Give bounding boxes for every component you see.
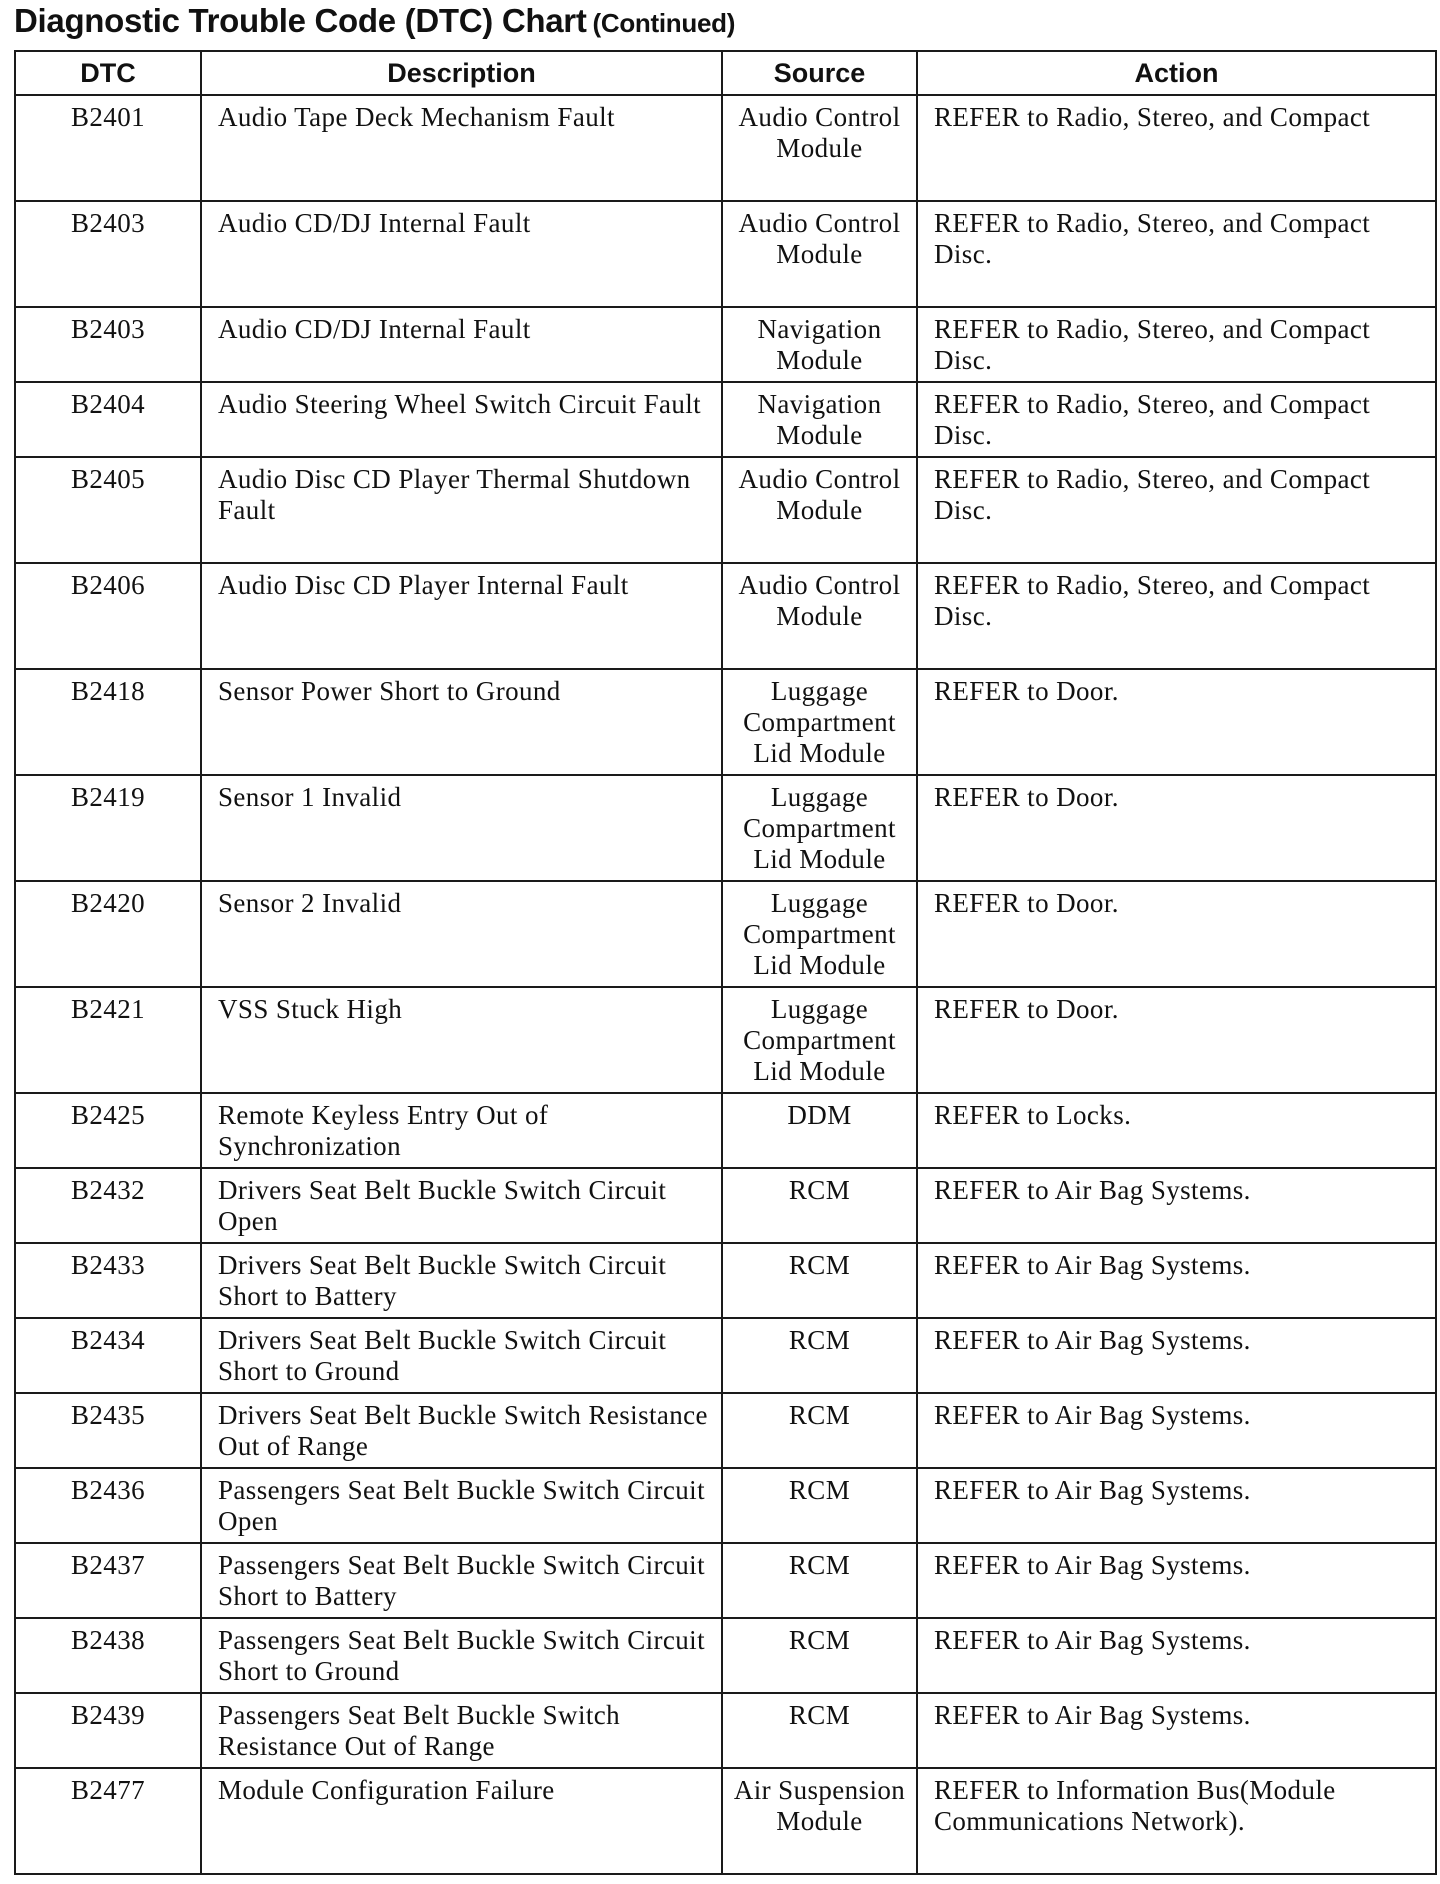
action-cell: REFER to Door. [917, 669, 1436, 775]
dtc-cell: B2434 [15, 1318, 201, 1393]
source-cell: Luggage Compartment Lid Module [722, 987, 917, 1093]
description-cell: Drivers Seat Belt Buckle Switch Circuit Short to Battery [201, 1243, 722, 1318]
dtc-cell: B2406 [15, 563, 201, 669]
action-cell: REFER to Door. [917, 881, 1436, 987]
table-row [15, 1768, 1436, 1874]
table-row [15, 95, 1436, 201]
action-cell: REFER to Radio, Stereo, and Compact [917, 95, 1436, 201]
table-row [15, 1243, 1436, 1318]
table-row [15, 563, 1436, 669]
description-cell: Module Configuration Failure [201, 1768, 722, 1874]
action-cell: REFER to Air Bag Systems. [917, 1393, 1436, 1468]
table-row [15, 1093, 1436, 1168]
description-cell: Drivers Seat Belt Buckle Switch Circuit Open [201, 1168, 722, 1243]
description-cell: Audio Disc CD Player Internal Fault [201, 563, 722, 669]
dtc-cell: B2403 [15, 307, 201, 382]
action-cell: REFER to Air Bag Systems. [917, 1243, 1436, 1318]
action-cell: REFER to Radio, Stereo, and Compact Disc. [917, 382, 1436, 457]
action-cell: REFER to Radio, Stereo, and Compact Disc. [917, 457, 1436, 563]
action-cell: REFER to Air Bag Systems. [917, 1543, 1436, 1618]
action-cell: REFER to Air Bag Systems. [917, 1618, 1436, 1693]
action-cell: REFER to Door. [917, 775, 1436, 881]
source-cell: RCM [722, 1618, 917, 1693]
dtc-cell: B2404 [15, 382, 201, 457]
source-cell: RCM [722, 1318, 917, 1393]
source-cell: Audio Control Module [722, 563, 917, 669]
table-row [15, 669, 1436, 775]
table-body [15, 95, 1436, 1874]
table-row [15, 382, 1436, 457]
action-cell: REFER to Radio, Stereo, and Compact Disc. [917, 307, 1436, 382]
header-dtc: DTC [15, 51, 201, 95]
action-cell: REFER to Air Bag Systems. [917, 1468, 1436, 1543]
description-cell: VSS Stuck High [201, 987, 722, 1093]
table-row [15, 1543, 1436, 1618]
source-cell: RCM [722, 1243, 917, 1318]
table-row [15, 307, 1436, 382]
description-cell: Passengers Seat Belt Buckle Switch Circuit Short to Battery [201, 1543, 722, 1618]
action-cell: REFER to Locks. [917, 1093, 1436, 1168]
description-cell: Audio CD/DJ Internal Fault [201, 307, 722, 382]
dtc-cell: B2419 [15, 775, 201, 881]
source-cell: RCM [722, 1468, 917, 1543]
page-title-text: Diagnostic Trouble Code (DTC) Chart [14, 2, 587, 39]
description-cell: Sensor Power Short to Ground [201, 669, 722, 775]
table-row [15, 987, 1436, 1093]
dtc-cell: B2405 [15, 457, 201, 563]
description-cell: Sensor 1 Invalid [201, 775, 722, 881]
table-row [15, 1693, 1436, 1768]
description-cell: Drivers Seat Belt Buckle Switch Resistance Out of Range [201, 1393, 722, 1468]
table-row [15, 201, 1436, 307]
table-row [15, 1618, 1436, 1693]
dtc-cell: B2432 [15, 1168, 201, 1243]
action-cell: REFER to Door. [917, 987, 1436, 1093]
description-cell: Passengers Seat Belt Buckle Switch Resistance Out of Range [201, 1693, 722, 1768]
table-row [15, 1168, 1436, 1243]
source-cell: Air Suspension Module [722, 1768, 917, 1874]
header-source: Source [722, 51, 917, 95]
description-cell: Remote Keyless Entry Out of Synchronization [201, 1093, 722, 1168]
dtc-cell: B2425 [15, 1093, 201, 1168]
page-title [14, 2, 735, 40]
dtc-table [14, 50, 1437, 1875]
table-row [15, 1318, 1436, 1393]
dtc-cell: B2401 [15, 95, 201, 201]
continued-label: (Continued) [592, 8, 736, 38]
action-cell: REFER to Air Bag Systems. [917, 1168, 1436, 1243]
description-cell: Sensor 2 Invalid [201, 881, 722, 987]
source-cell: RCM [722, 1693, 917, 1768]
dtc-cell: B2418 [15, 669, 201, 775]
description-cell: Passengers Seat Belt Buckle Switch Circuit Short to Ground [201, 1618, 722, 1693]
source-cell: RCM [722, 1393, 917, 1468]
action-cell: REFER to Information Bus(Module Communications Network). [917, 1768, 1436, 1874]
table-header [15, 51, 1436, 95]
source-cell: Audio Control Module [722, 95, 917, 201]
source-cell: Luggage Compartment Lid Module [722, 881, 917, 987]
dtc-cell: B2420 [15, 881, 201, 987]
table-row [15, 1393, 1436, 1468]
dtc-cell: B2435 [15, 1393, 201, 1468]
source-cell: Navigation Module [722, 382, 917, 457]
dtc-cell: B2439 [15, 1693, 201, 1768]
dtc-cell: B2437 [15, 1543, 201, 1618]
header-description: Description [201, 51, 722, 95]
source-cell: Navigation Module [722, 307, 917, 382]
source-cell: Luggage Compartment Lid Module [722, 669, 917, 775]
dtc-cell: B2421 [15, 987, 201, 1093]
dtc-cell: B2403 [15, 201, 201, 307]
action-cell: REFER to Radio, Stereo, and Compact Disc. [917, 201, 1436, 307]
dtc-cell: B2477 [15, 1768, 201, 1874]
source-cell: RCM [722, 1543, 917, 1618]
table-row [15, 457, 1436, 563]
action-cell: REFER to Air Bag Systems. [917, 1318, 1436, 1393]
description-cell: Audio Steering Wheel Switch Circuit Fault [201, 382, 722, 457]
action-cell: REFER to Radio, Stereo, and Compact Disc. [917, 563, 1436, 669]
description-cell: Drivers Seat Belt Buckle Switch Circuit Short to Ground [201, 1318, 722, 1393]
dtc-cell: B2433 [15, 1243, 201, 1318]
source-cell: RCM [722, 1168, 917, 1243]
source-cell: Audio Control Module [722, 201, 917, 307]
table-row [15, 1468, 1436, 1543]
description-cell: Audio Tape Deck Mechanism Fault [201, 95, 722, 201]
source-cell: DDM [722, 1093, 917, 1168]
table-row [15, 775, 1436, 881]
header-action: Action [917, 51, 1436, 95]
description-cell: Passengers Seat Belt Buckle Switch Circuit Open [201, 1468, 722, 1543]
source-cell: Luggage Compartment Lid Module [722, 775, 917, 881]
table-row [15, 881, 1436, 987]
dtc-cell: B2438 [15, 1618, 201, 1693]
header-row [15, 51, 1436, 95]
action-cell: REFER to Air Bag Systems. [917, 1693, 1436, 1768]
description-cell: Audio Disc CD Player Thermal Shutdown Fault [201, 457, 722, 563]
dtc-cell: B2436 [15, 1468, 201, 1543]
source-cell: Audio Control Module [722, 457, 917, 563]
description-cell: Audio CD/DJ Internal Fault [201, 201, 722, 307]
